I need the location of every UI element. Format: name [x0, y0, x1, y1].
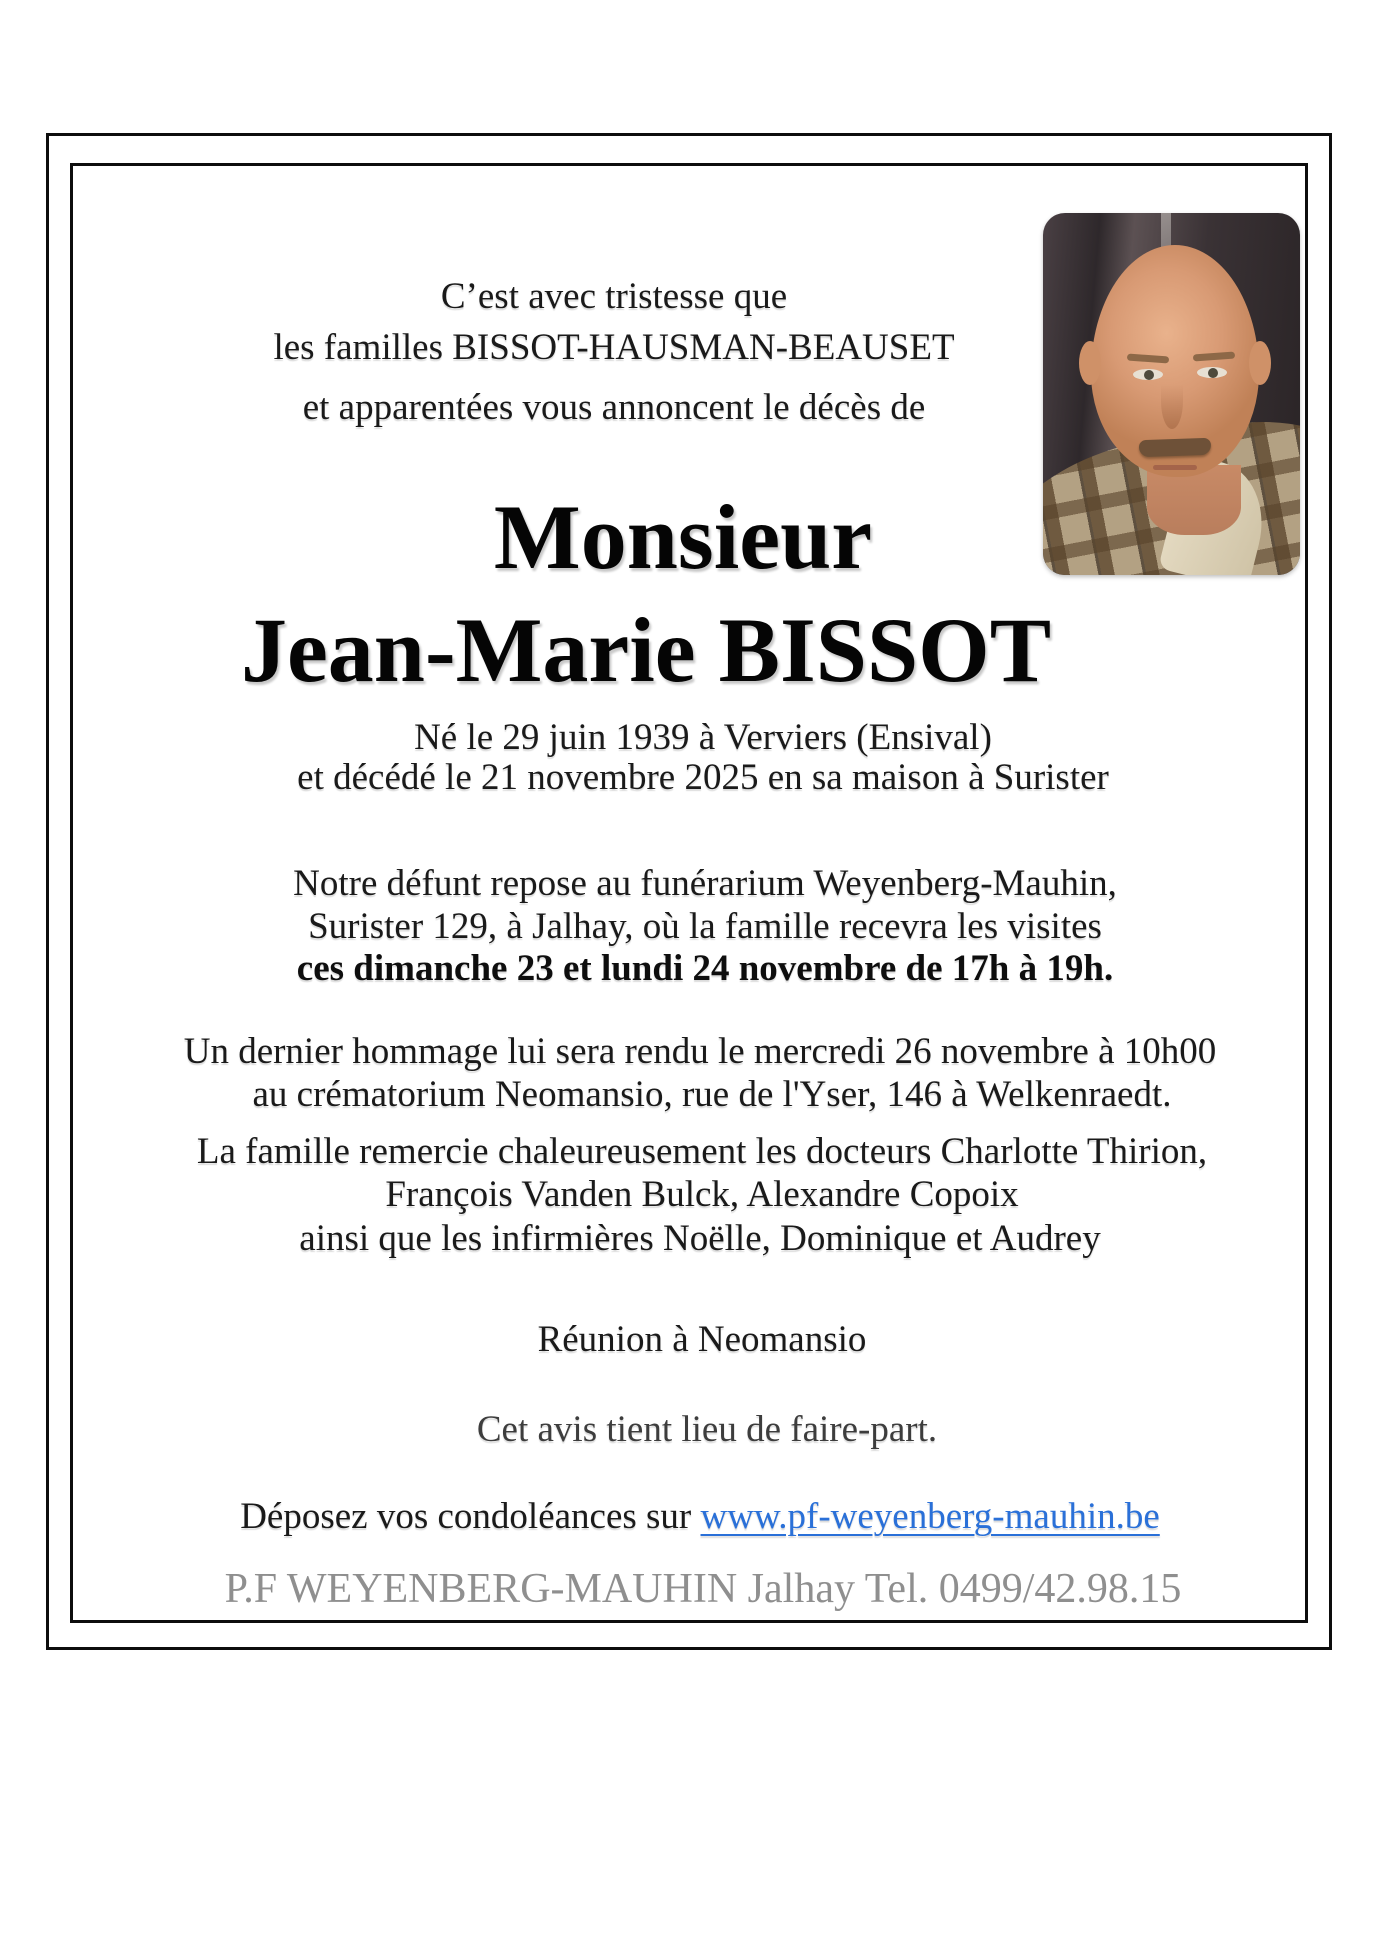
- eye-right: [1197, 367, 1227, 378]
- visitation-line-2: Surister 129, à Jalhay, où la famille recevra les visites: [308, 906, 1102, 947]
- ceremony-line-1: Un dernier hommage lui sera rendu le mercredi 26 novembre à 10h00: [183, 1031, 1217, 1072]
- deceased-name: Jean-Marie BISSOT: [240, 599, 1052, 701]
- notice-line: Cet avis tient lieu de faire-part.: [476, 1409, 938, 1450]
- nose: [1161, 373, 1183, 429]
- announcement-line-3: et apparentées vous annoncent le décès de: [302, 387, 926, 428]
- thanks-line-1: La famille remercie chaleureusement les docteurs Charlotte Thirion,: [196, 1131, 1208, 1172]
- visitation-line-1: Notre défunt repose au funérarium Weyenberg-Mauhin,: [293, 863, 1117, 904]
- deceased-portrait-photo: [1043, 213, 1300, 575]
- moustache: [1139, 438, 1212, 458]
- thanks-line-2: François Vanden Bulck, Alexandre Copoix: [385, 1174, 1019, 1215]
- thanks-line-3: ainsi que les infirmières Noëlle, Dominique et Audrey: [299, 1218, 1101, 1259]
- funeral-home-footer: P.F WEYENBERG-MAUHIN Jalhay Tel. 0499/42.98.15: [224, 1566, 1182, 1612]
- announcement-line-1: C’est avec tristesse que: [440, 276, 788, 317]
- reunion-line: Réunion à Neomansio: [537, 1319, 867, 1360]
- announcement-line-2: les familles BISSOT-HAUSMAN-BEAUSET: [273, 327, 955, 368]
- visitation-dates-bold: ces dimanche 23 et lundi 24 novembre de 17h à 19h.: [296, 948, 1114, 989]
- mouth: [1153, 465, 1197, 470]
- death-line: et décédé le 21 novembre 2025 en sa maison à Surister: [297, 757, 1109, 798]
- ceremony-line-2: au crématorium Neomansio, rue de l'Yser, 146 à Welkenraedt.: [252, 1074, 1172, 1115]
- birth-line: Né le 29 juin 1939 à Verviers (Ensival): [414, 717, 992, 758]
- condolences-prefix: Déposez vos condoléances sur: [240, 1496, 701, 1537]
- deceased-title: Monsieur: [493, 486, 873, 588]
- ear-left: [1079, 341, 1101, 385]
- condolences-line: [240, 1496, 1160, 1537]
- eye-left: [1133, 369, 1163, 380]
- ear-right: [1249, 341, 1271, 385]
- condolences-website-link[interactable]: www.pf-weyenberg-mauhin.be: [700, 1496, 1160, 1537]
